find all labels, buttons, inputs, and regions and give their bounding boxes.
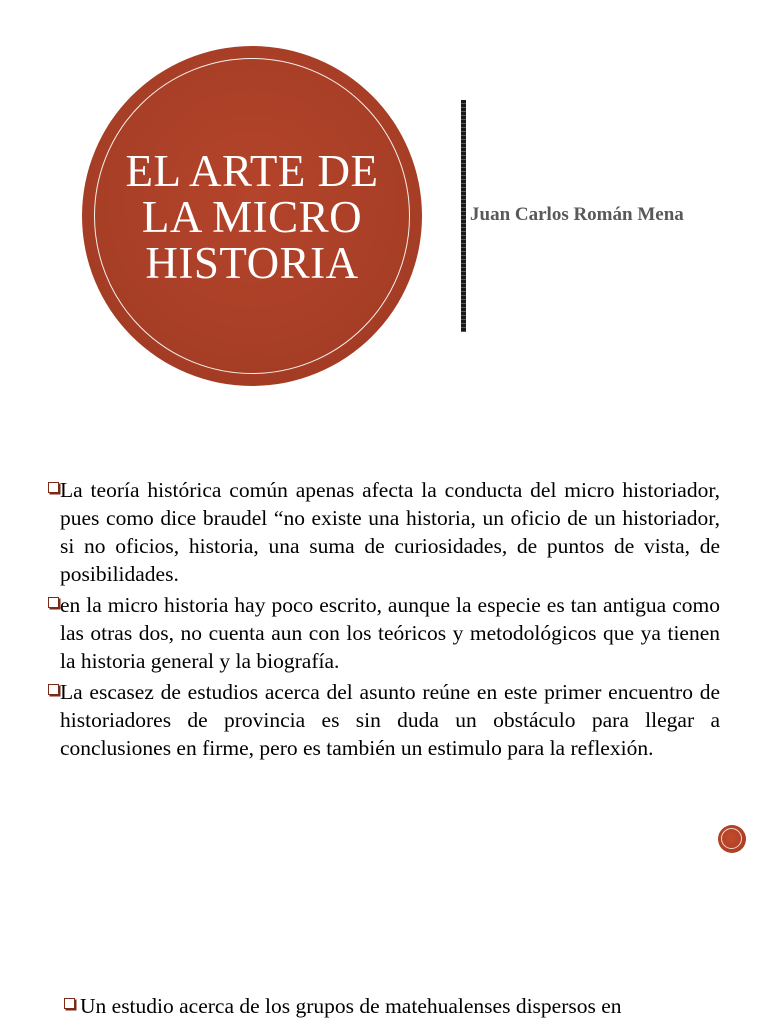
checkbox-bullet-icon [48,684,59,695]
bullet-text: Un estudio acerca de los grupos de matehualenses dispersos en [80,994,622,1018]
title-line: LA MICRO [141,192,363,242]
title-line: HISTORIA [145,238,359,288]
bullet-item [48,591,720,675]
bullet-list [48,476,720,765]
title-circle [82,46,422,386]
checkbox-bullet-icon [64,998,75,1009]
checkbox-bullet-icon [48,597,59,608]
title-slide [0,0,768,420]
bullet-item [48,678,720,762]
checkbox-bullet-icon [48,482,59,493]
vertical-divider [461,100,466,332]
bullet-item [48,476,720,588]
bullet-text: La escasez de estudios acerca del asunto reúne en este primer encuentro de historiadores de provincia es sin duda un obstáculo para llegar a conclusiones en firme, pero es también un estimulo para la reflexión. [60,680,720,760]
bullet-text: La teoría histórica común apenas afecta la conducta del micro historiador, pues como dice braudel “no existe una historia, un oficio de un historiador, si no oficios, historia, una suma de curiosidades, de puntos de vista, de posibilidades. [60,478,720,586]
decorative-circle-icon [718,825,746,853]
content-slide [0,420,768,1024]
next-slide-bullet [64,992,752,1020]
author-subtitle: Juan Carlos Román Mena [470,204,684,225]
bullet-text: en la micro historia hay poco escrito, aunque la especie es tan antigua como las otras dos, no cuenta aun con los teóricos y metodológicos que ya tienen la historia general y la biografía. [60,593,720,673]
title-line: EL ARTE DE [125,146,379,196]
slide-title [82,148,422,286]
